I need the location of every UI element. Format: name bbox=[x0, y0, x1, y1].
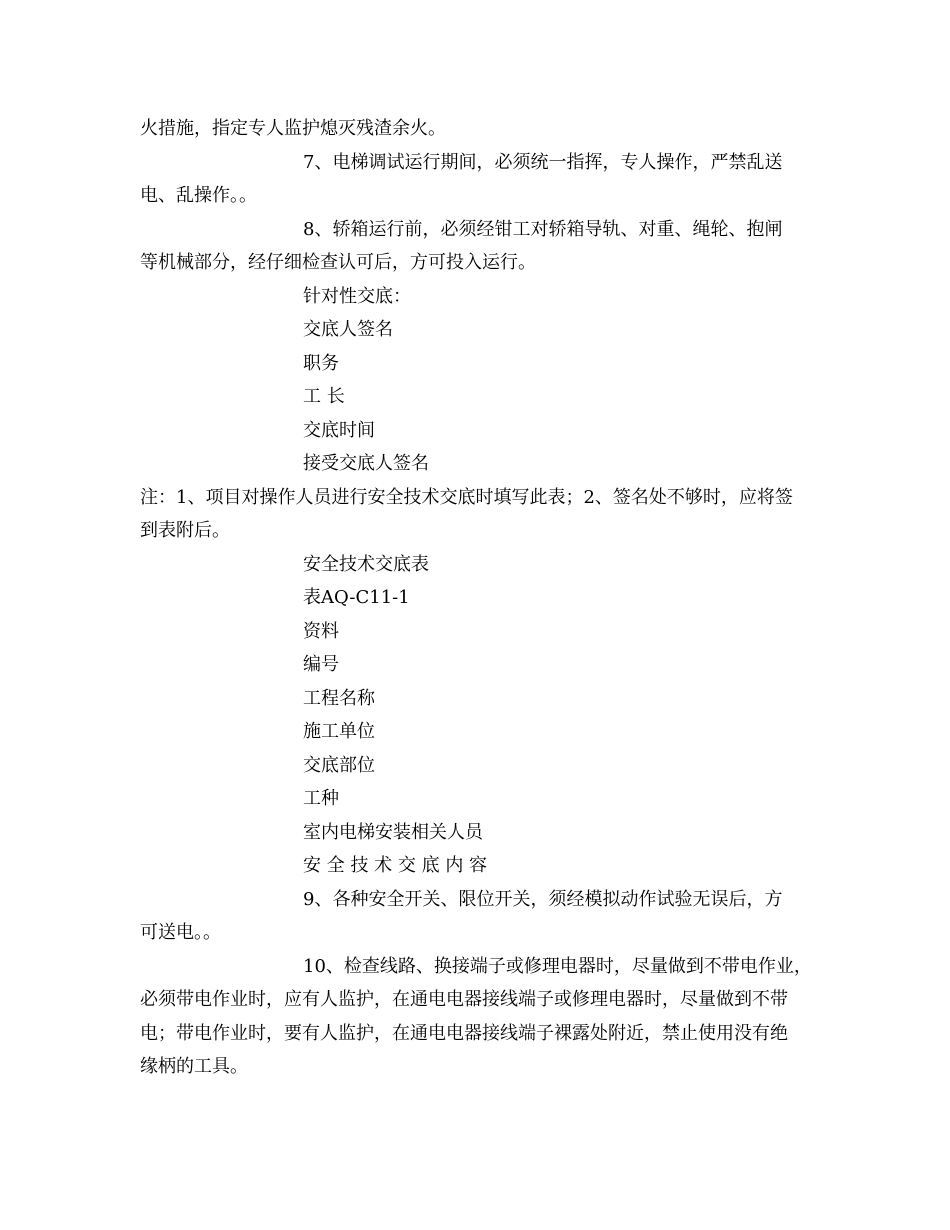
note-line-2: 到表附后。 bbox=[140, 520, 230, 541]
paragraph-item-10-line-3: 电；带电作业时，要有人监护，在通电电器接线端子裸露处附近，禁止使用没有绝 bbox=[140, 1022, 788, 1044]
receiver-signature-label: 接受交底人签名 bbox=[303, 453, 429, 474]
form-title: 安全技术交底表 bbox=[303, 553, 429, 575]
form-code: 表AQ-C11-1 bbox=[303, 587, 410, 608]
trade-value: 室内电梯安装相关人员 bbox=[303, 821, 483, 843]
paragraph-item-9-line-1: 9、各种安全开关、限位开关，须经模拟动作试验无误后，方 bbox=[303, 888, 783, 910]
trade-label: 工种 bbox=[303, 788, 339, 809]
position-value-foreman: 工 长 bbox=[303, 386, 345, 407]
note-line-1: 注：1、项目对操作人员进行安全技术交底时填写此表；2、签名处不够时，应将签 bbox=[140, 486, 793, 508]
paragraph-item-9-line-2: 可送电。。 bbox=[140, 922, 221, 943]
briefing-time-label: 交底时间 bbox=[303, 419, 375, 441]
paragraph-item-7-line-2: 电、乱操作。。 bbox=[140, 185, 257, 206]
paragraph-item-10-line-4: 缘柄的工具。 bbox=[140, 1056, 248, 1077]
targeted-briefing-label: 针对性交底： bbox=[303, 285, 411, 307]
paragraph-item-8-line-1: 8、轿箱运行前，必须经钳工对轿箱导轨、对重、绳轮、抱闸 bbox=[303, 218, 783, 240]
construction-unit-label: 施工单位 bbox=[303, 721, 375, 742]
briefer-signature-label: 交底人签名 bbox=[303, 319, 393, 340]
position-label: 职务 bbox=[303, 352, 339, 374]
paragraph-item-10-line-1: 10、检查线路、换接端子或修理电器时，尽量做到不带电作业， bbox=[303, 955, 812, 977]
paragraph-item-7-line-1: 7、电梯调试运行期间，必须统一指挥，专人操作，严禁乱送 bbox=[303, 151, 783, 173]
paragraph-item-10-line-2: 必须带电作业时，应有人监护，在通电电器接线端子或修理电器时，尽量做到不带 bbox=[140, 989, 788, 1010]
paragraph-fire-measures-tail: 火措施，指定专人监护熄灭残渣余火。 bbox=[140, 118, 446, 139]
number-label: 编号 bbox=[303, 654, 339, 675]
material-label: 资料 bbox=[303, 620, 339, 642]
paragraph-item-8-line-2: 等机械部分，经仔细检查认可后，方可投入运行。 bbox=[140, 252, 536, 273]
briefing-location-label: 交底部位 bbox=[303, 754, 375, 776]
document-body bbox=[140, 112, 815, 1084]
project-name-label: 工程名称 bbox=[303, 687, 375, 709]
content-heading: 安 全 技 术 交 底 内 容 bbox=[303, 855, 488, 876]
